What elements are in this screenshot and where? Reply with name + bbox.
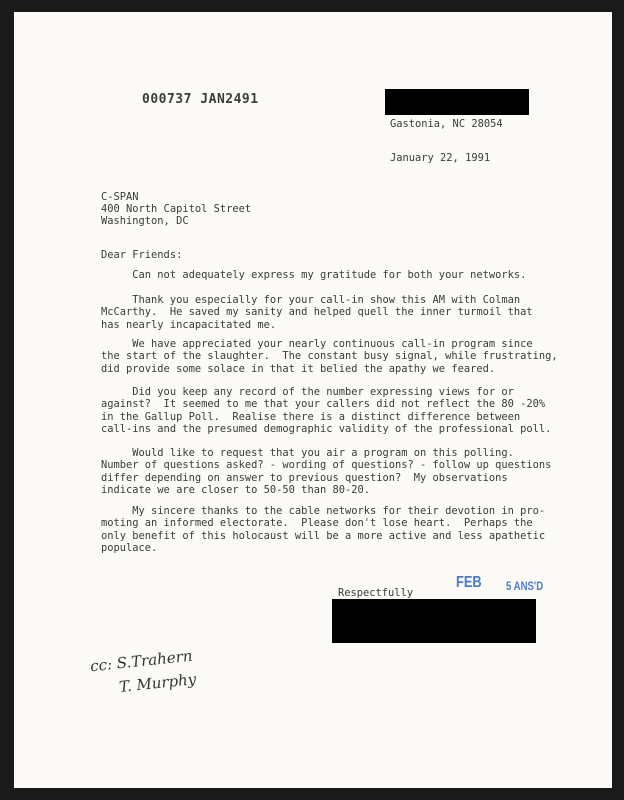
- cc-handwritten-line: T. Murphy: [118, 670, 197, 696]
- body-paragraph: Would like to request that you air a program on this polling. Number of questions asked? - wording of questions? - follow up questions differ depending on answer to previous question? My observations indicate we are closer to 50-50 than 80-20.: [101, 447, 552, 497]
- received-stamp-month: FEB: [456, 574, 482, 591]
- body-paragraph: Can not adequately express my gratitude for both your networks.: [101, 269, 527, 281]
- body-paragraph: Thank you especially for your call-in show this AM with Colman McCarthy. He saved my sanity and helped quell the inner turmoil that has nearly incapacitated me.: [101, 294, 533, 331]
- letter-date: January 22, 1991: [390, 152, 491, 164]
- closing: Respectfully: [338, 587, 414, 599]
- recipient-line: C-SPAN: [101, 191, 139, 203]
- redacted-signature: [332, 599, 536, 643]
- salutation: Dear Friends:: [101, 249, 183, 261]
- stamp-number: 000737: [142, 92, 192, 107]
- cc-handwritten-line: cc: S.Trahern: [89, 646, 194, 676]
- letter-page: [14, 12, 612, 788]
- body-paragraph: Did you keep any record of the number expressing views for or against? It seemed to me that your callers did not reflect the 80 -20% in the Gallup Poll. Realise there is a distinct difference between call-ins and the presumed demographic validity of the professional poll.: [101, 386, 552, 436]
- sender-city-line: Gastonia, NC 28054: [390, 118, 503, 130]
- stamp-date: JAN2491: [200, 92, 259, 107]
- redacted-sender-name: [385, 89, 529, 115]
- received-stamp-day: 5 ANS'D: [506, 579, 544, 593]
- document-number-stamp: [142, 92, 259, 107]
- recipient-line: Washington, DC: [101, 215, 189, 227]
- recipient-line: 400 North Capitol Street: [101, 203, 252, 215]
- body-paragraph: We have appreciated your nearly continuous call-in program since the start of the slaughter. The constant busy signal, while frustrating, did provide some solace in that it belied the apathy we feared.: [101, 338, 558, 375]
- body-paragraph: My sincere thanks to the cable networks for their devotion in pro- moting an informed electorate. Please don't lose heart. Perhaps the only benefit of this holocaust will be a more active and less apathetic populace.: [101, 505, 546, 555]
